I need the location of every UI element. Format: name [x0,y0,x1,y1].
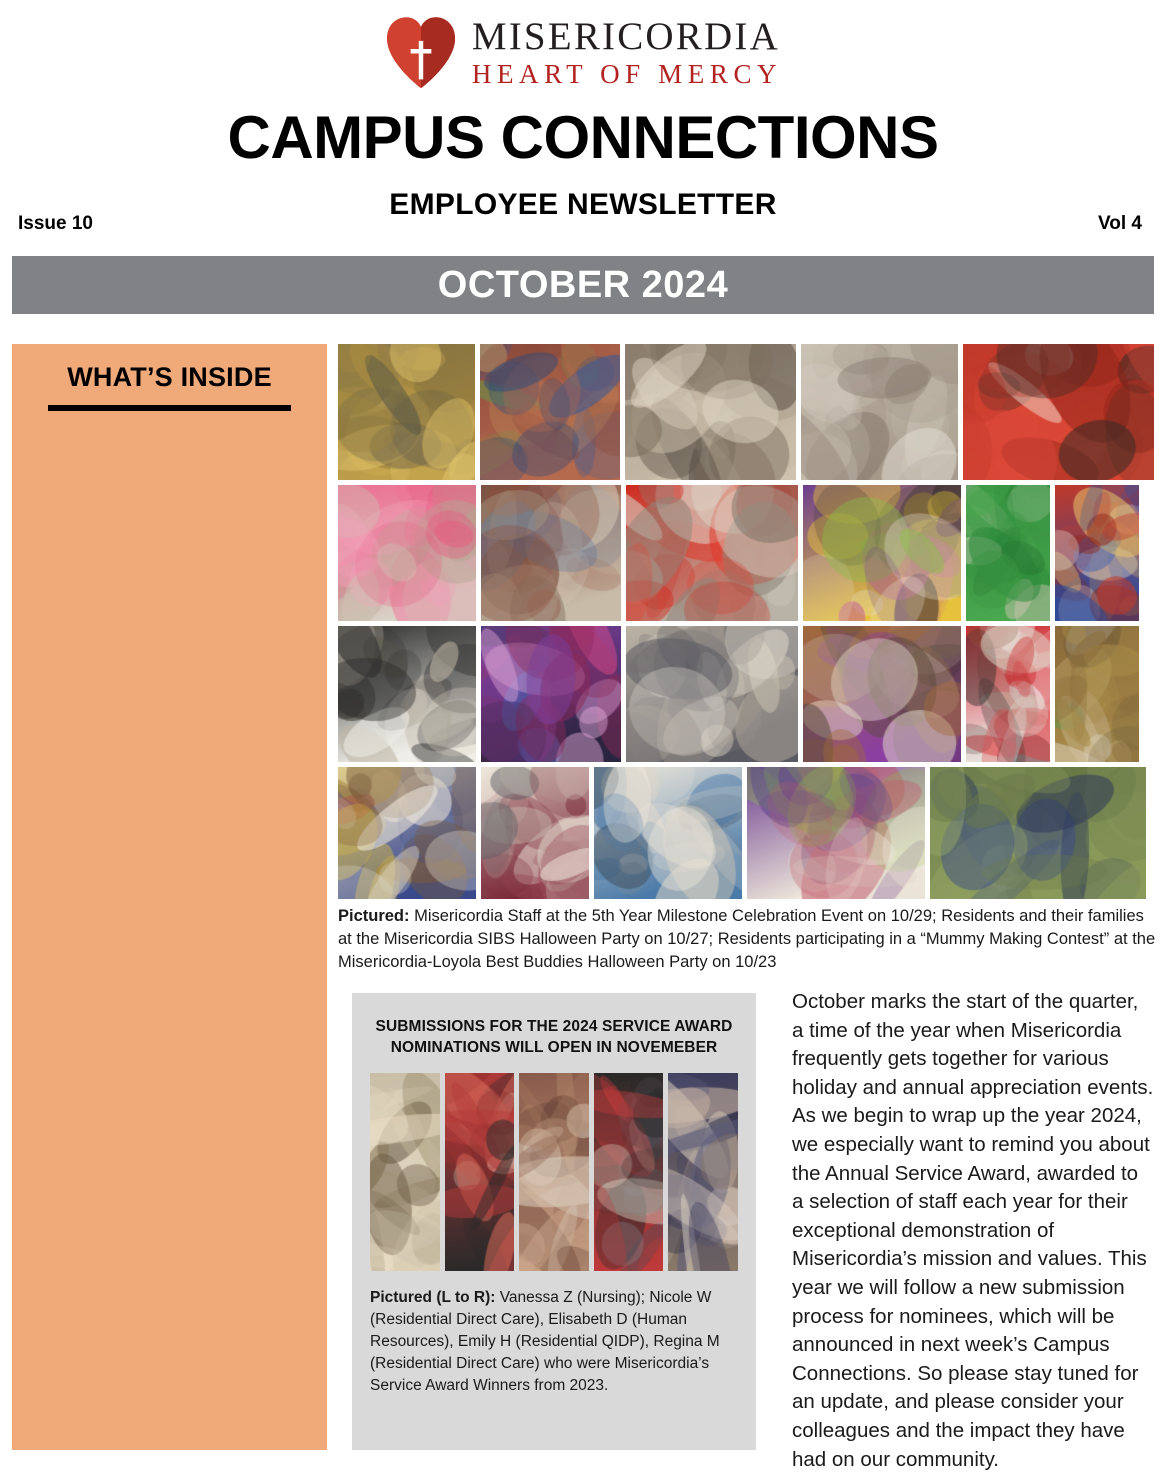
sidebar-title-divider [48,405,291,411]
collage-row [338,626,1154,762]
collage-photo-staff-event-speaker-addressing-room [801,344,958,480]
service-award-caption [370,1287,738,1397]
lead-article [792,988,1154,1474]
collage-photo-red-number-five-balloons-in-lobby [626,485,798,621]
collage-photo-staff-holding-happy-anniversary-frames [803,485,961,621]
issue-number: Issue 10 [18,213,93,234]
sidebar-title: WHAT’S INSIDE [67,362,272,392]
service-award-feature-box [352,993,756,1450]
misericordia-logo [0,8,1166,96]
collage-photo-staff-in-green-elf-costume [966,485,1050,621]
feature-photo-service-award-winner-regina-m [668,1073,738,1271]
page-subtitle: EMPLOYEE NEWSLETTER [389,188,777,221]
service-award-heading: SUBMISSIONS FOR THE 2024 SERVICE AWARD NOMINATIONS WILL OPEN IN NOVEMEBER [375,1018,733,1056]
month-banner [12,256,1154,314]
month-banner-label: OCTOBER 2024 [437,263,729,306]
feature-photo-service-award-winner-vanessa-z [370,1073,440,1271]
collage-photo-children-in-halloween-costumes-trick-or-treating [338,767,476,899]
feature-photo-service-award-winner-elisabeth-d [519,1073,589,1271]
collage-photo-staff-celebrating-at-brick-patio-table [481,485,621,621]
feature-photo-service-award-winner-emily-h [594,1073,664,1271]
collage-photo-staff-in-mario-costume [1055,485,1139,621]
logo-wordmark-secondary: HEART OF MERCY [471,58,783,89]
collage-photo-staff-gathered-at-dining-tables [625,344,796,480]
collage-photo-resident-in-beetlejuice-striped-costume [338,626,476,762]
collage-photo-resident-wrapped-in-mummy-toilet-paper [481,767,589,899]
collage-photo-resident-resting-outdoors-on-grass [930,767,1146,899]
collage-photo-residents-and-staff-gathering-in-hallway [626,626,798,762]
collage-photo-resident-in-mummy-wrap-smiling [747,767,925,899]
collage-caption [338,905,1156,973]
collage-photo-staff-in-brown-monk-costume-waving [1055,626,1139,762]
collage-photo-two-staff-members-in-pink-feather-boa-costumes [338,485,476,621]
collage-photo-staff-in-incredibles-costumes-with-resident [963,344,1154,480]
masthead [0,0,1166,250]
heart-with-cross-icon [384,14,458,90]
collage-caption-text: Misericordia Staff at the 5th Year Milestone Celebration Event on 10/29; Residents and their families at the Misericordia SIBS Halloween Party on 10/27; Residents participating in a “Mummy Making Contest” at the Misericordia-Loyola Best Buddies Halloween Party on 10/23 [338,907,1156,971]
service-award-caption-text: Vanessa Z (Nursing); Nicole W (Residential Direct Care), Elisabeth D (Human Resources), Emily H (Residential QIDP), Regina M (Residential Direct Care) who were Misericordia’s Service Award Winners from 2023. [370,1288,720,1394]
collage-caption-label: Pictured: [338,907,410,925]
volume-number: Vol 4 [1098,213,1142,234]
collage-photo-resident-in-wheelchair-outdoors-autumn-leaves [338,344,475,480]
collage-photo-staff-in-witch-costume-with-painted-backdrop [481,626,621,762]
lead-article-body: October marks the start of the quarter, a time of the year when Misericordia frequently gets together for various holiday and annual appreciation events. As we begin to wrap up the year 2024, we especially want to remind you about the Annual Service Award, awarded to a selection of staff each year for their exceptional demonstration of Misericordia’s mission and values. This year we will follow a new submission process for nominees, which will be announced in next week’s Campus Connections. So please stay tuned for an update, and please consider your colleagues and the impact they have had on our community. [792,990,1154,1471]
feature-photo-service-award-winner-nicole-w [445,1073,515,1271]
collage-photo-resident-in-minnie-mouse-costume [966,626,1050,762]
whats-inside-sidebar [12,344,327,1450]
page-title: CAMPUS CONNECTIONS [227,104,939,171]
logo-wordmark-primary: MISERICORDIA [471,14,780,58]
collage-photo-two-staff-in-cowboy-and-witch-hats [803,626,961,762]
collage-row [338,485,1154,621]
collage-row [338,344,1154,480]
collage-row [338,767,1154,899]
service-award-caption-label: Pictured (L to R): [370,1288,496,1306]
collage-photo-staff-wrapping-participant-in-mummy-contest [594,767,742,899]
photo-collage [338,344,1154,904]
collage-photo-staff-member-with-happy-anniversary-sign [480,344,619,480]
service-award-photo-strip [370,1073,738,1271]
